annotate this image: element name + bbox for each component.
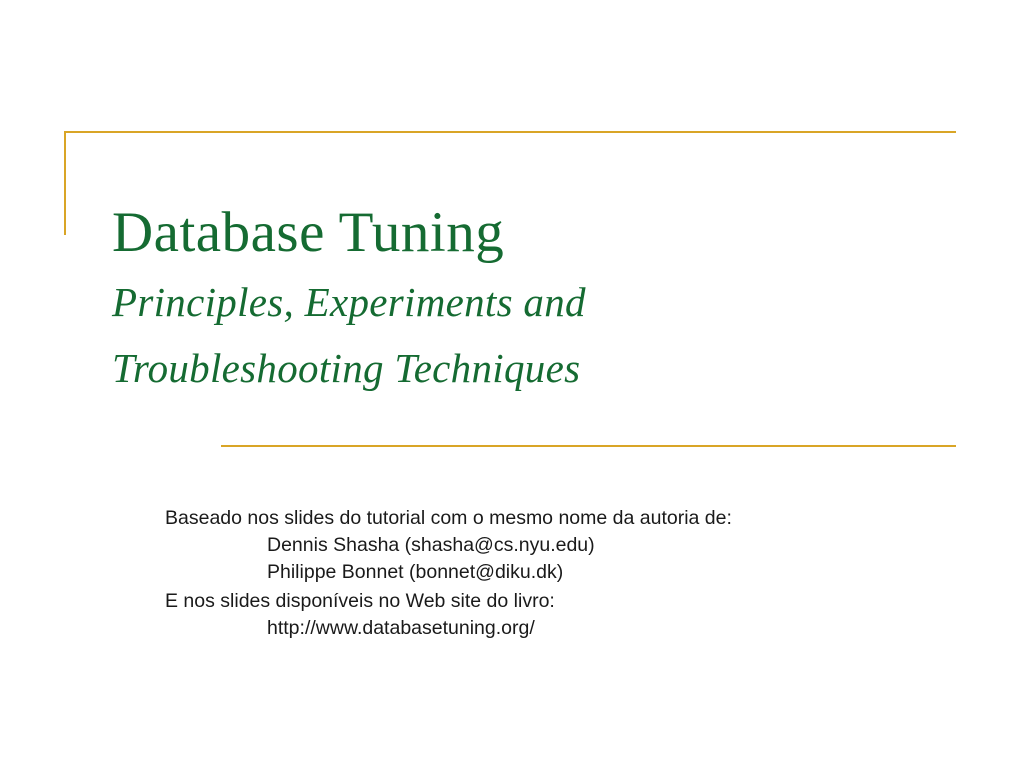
slide-title: Database Tuning — [112, 201, 505, 264]
slide-subtitle-line-1: Principles, Experiments and — [112, 279, 586, 325]
body-line-website-url: http://www.databasetuning.org/ — [267, 617, 535, 639]
body-line-author-shasha: Dennis Shasha (shasha@cs.nyu.edu) — [267, 534, 595, 556]
title-block — [112, 200, 972, 398]
slide-subtitle-line-2: Troubleshooting Techniques — [112, 345, 581, 391]
body-line-credits-intro: Baseado nos slides do tutorial com o mesmo nome da autoria de: — [165, 507, 732, 529]
slide-body — [165, 505, 985, 642]
frame-left-rule — [64, 131, 66, 235]
body-line-author-bonnet: Philippe Bonnet (bonnet@diku.dk) — [267, 561, 564, 583]
frame-bottom-rule — [221, 445, 956, 447]
frame-top-rule — [64, 131, 956, 133]
body-line-website-intro: E nos slides disponíveis no Web site do livro: — [165, 590, 555, 612]
